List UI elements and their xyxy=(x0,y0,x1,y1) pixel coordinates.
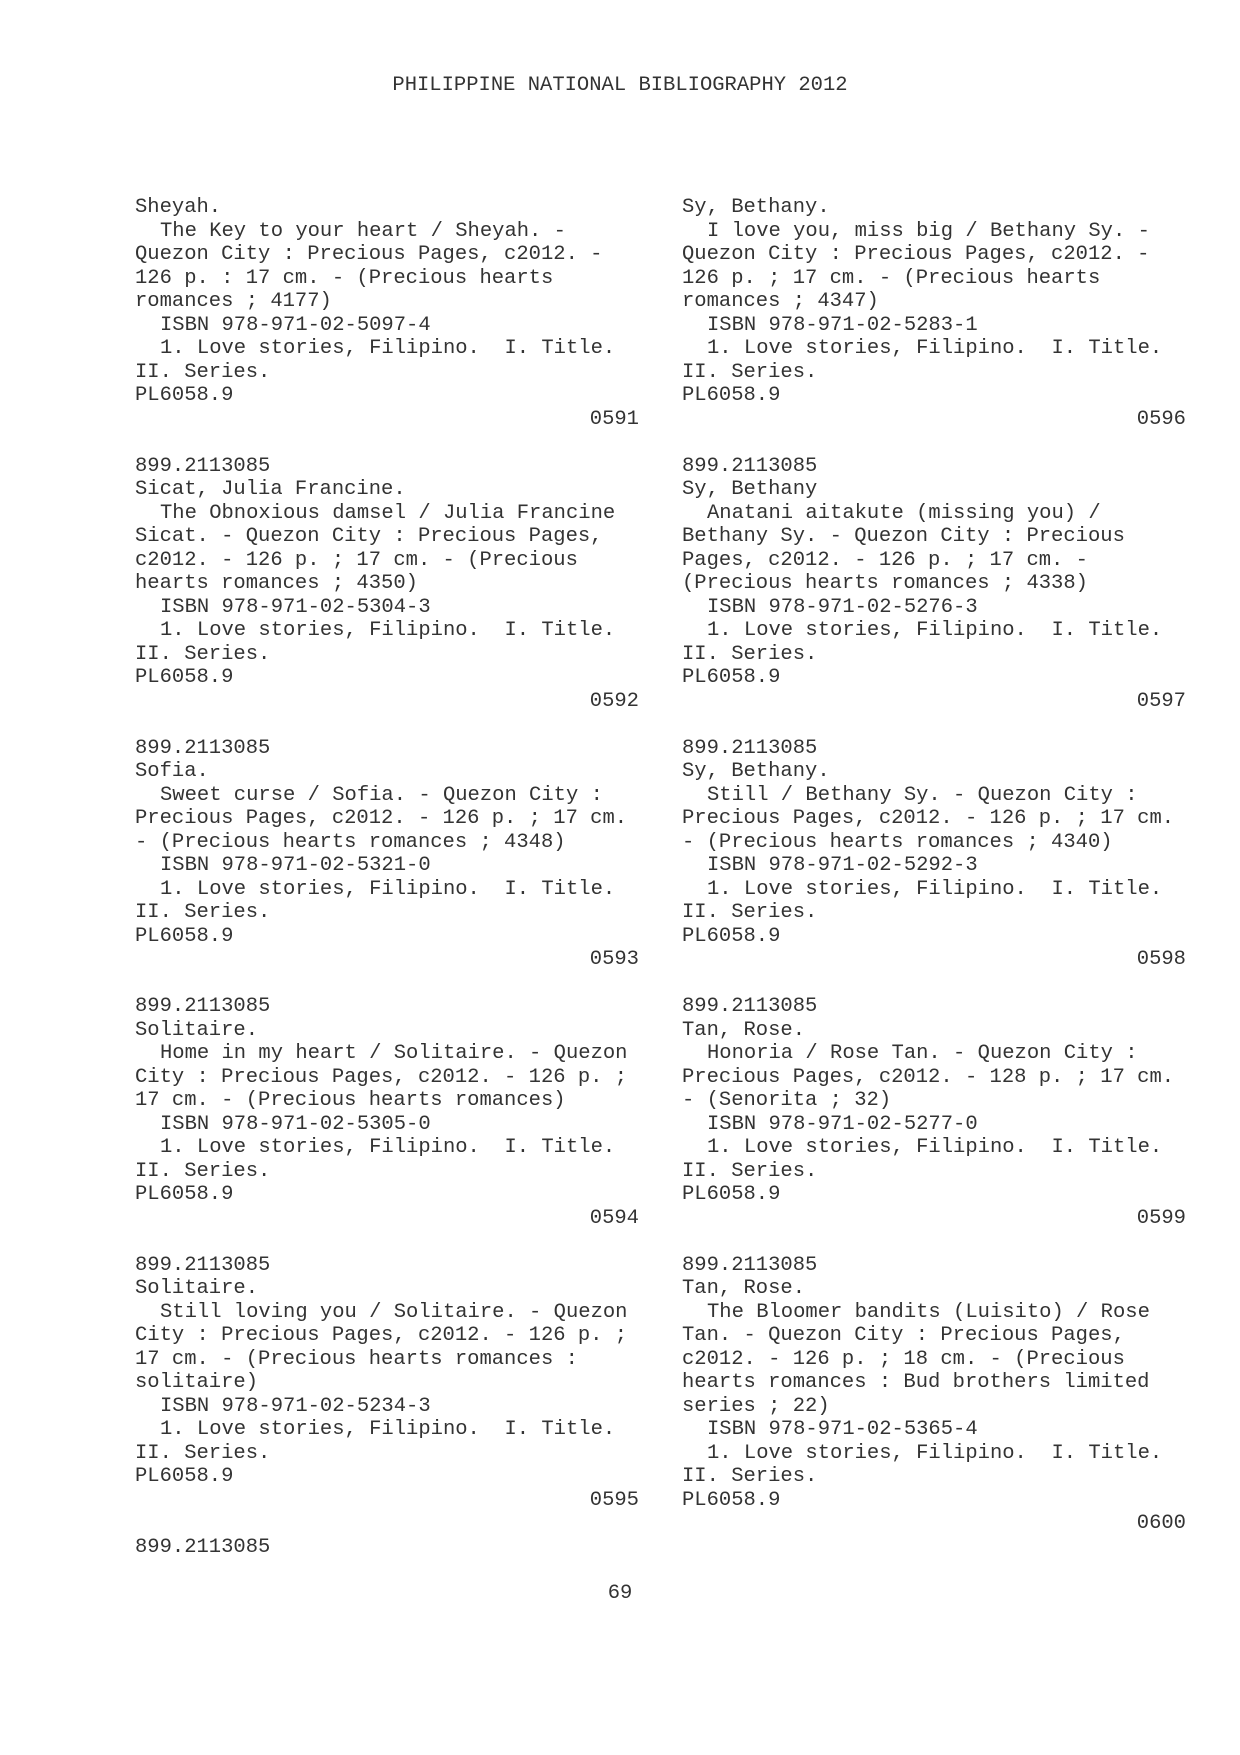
title-statement-line: Precious Pages, c2012. - 126 p. ; 17 cm. xyxy=(682,807,1175,830)
class-number: 899.2113085 xyxy=(135,1253,271,1277)
bibliography-entry xyxy=(135,455,639,737)
entry-number: 0592 xyxy=(589,689,639,713)
entry-spacer xyxy=(135,1230,639,1254)
author-heading: Sy, Bethany xyxy=(682,478,818,501)
title-statement-line: Still loving you / Solitaire. - Quezon xyxy=(160,1300,628,1324)
isbn: ISBN 978-971-02-5292-3 xyxy=(707,854,978,877)
author-heading: Sofia. xyxy=(135,760,209,783)
author-heading: Solitaire. xyxy=(135,1277,259,1300)
author-heading: Sy, Bethany. xyxy=(682,196,830,219)
title-statement-line: 17 cm. - (Precious hearts romances : xyxy=(135,1347,578,1371)
call-number: PL6058.9 xyxy=(682,384,781,407)
class-number: 899.2113085 xyxy=(682,454,818,478)
author-heading: Tan, Rose. xyxy=(682,1277,806,1300)
entry-spacer xyxy=(135,713,639,737)
title-statement-line: I love you, miss big / Bethany Sy. - xyxy=(707,219,1150,243)
call-number: PL6058.9 xyxy=(682,1183,781,1206)
title-statement-line: - (Precious hearts romances ; 4348) xyxy=(135,830,566,854)
call-number: PL6058.9 xyxy=(135,924,234,948)
subject-tracing-line: II. Series. xyxy=(682,642,818,666)
class-number: 899.2113085 xyxy=(682,995,818,1018)
title-statement-line: series ; 22) xyxy=(682,1394,830,1418)
subject-tracing-line: 1. Love stories, Filipino. I. Title. xyxy=(707,1136,1163,1159)
bibliography-entry xyxy=(135,737,639,996)
title-statement-line: Precious Pages, c2012. - 128 p. ; 17 cm. xyxy=(682,1065,1175,1089)
call-number: PL6058.9 xyxy=(682,924,781,948)
title-statement-line: romances ; 4347) xyxy=(682,290,879,313)
subject-tracing-line: 1. Love stories, Filipino. I. Title. xyxy=(160,877,616,901)
subject-tracing-line: 1. Love stories, Filipino. I. Title. xyxy=(160,1136,616,1159)
subject-tracing-line: 1. Love stories, Filipino. I. Title. xyxy=(707,877,1163,901)
subject-tracing-line: II. Series. xyxy=(682,1465,818,1488)
call-number: PL6058.9 xyxy=(135,1183,234,1206)
title-statement-line: hearts romances : Bud brothers limited xyxy=(682,1371,1150,1394)
title-statement-line: solitaire) xyxy=(135,1371,259,1394)
entry-number: 0591 xyxy=(589,407,639,431)
title-statement-line: Pages, c2012. - 126 p. ; 17 cm. - xyxy=(682,548,1088,572)
title-statement-line: Anatani aitakute (missing you) / xyxy=(707,501,1101,525)
title-statement-line: City : Precious Pages, c2012. - 126 p. ; xyxy=(135,1065,628,1089)
title-statement-line: 126 p. ; 17 cm. - (Precious hearts xyxy=(682,266,1101,290)
entry-number: 0598 xyxy=(1136,948,1186,971)
entry-spacer xyxy=(682,972,1186,996)
subject-tracing-line: II. Series. xyxy=(135,1441,271,1465)
title-statement-line: - (Precious hearts romances ; 4340) xyxy=(682,830,1113,854)
title-statement-line: Precious Pages, c2012. - 126 p. ; 17 cm. xyxy=(135,807,628,830)
entry-number: 0596 xyxy=(1136,407,1186,431)
subject-tracing-line: II. Series. xyxy=(135,642,271,666)
author-heading: Sicat, Julia Francine. xyxy=(135,478,406,501)
isbn: ISBN 978-971-02-5304-3 xyxy=(160,595,431,619)
entry-number: 0595 xyxy=(589,1488,639,1512)
subject-tracing-line: 1. Love stories, Filipino. I. Title. xyxy=(707,619,1163,642)
bibliography-entry xyxy=(682,1254,1186,1560)
title-statement-line: Quezon City : Precious Pages, c2012. - xyxy=(682,243,1150,266)
subject-tracing-line: II. Series. xyxy=(682,360,818,384)
author-heading: Sy, Bethany. xyxy=(682,760,830,783)
subject-tracing-line: 1. Love stories, Filipino. I. Title. xyxy=(160,337,616,360)
title-statement-line: 17 cm. - (Precious hearts romances) xyxy=(135,1089,566,1112)
call-number: PL6058.9 xyxy=(135,1465,234,1488)
entry-number: 0600 xyxy=(1136,1512,1186,1535)
author-heading: Sheyah. xyxy=(135,196,222,219)
class-number: 899.2113085 xyxy=(135,1535,271,1559)
title-statement-line: Sicat. - Quezon City : Precious Pages, xyxy=(135,525,603,548)
bibliography-entry xyxy=(682,737,1186,996)
title-statement-line: The Obnoxious damsel / Julia Francine xyxy=(160,501,616,525)
call-number: PL6058.9 xyxy=(135,666,234,689)
title-statement-line: Bethany Sy. - Quezon City : Precious xyxy=(682,525,1125,548)
title-statement-line: Home in my heart / Solitaire. - Quezon xyxy=(160,1042,628,1065)
entry-spacer xyxy=(135,972,639,996)
isbn: ISBN 978-971-02-5305-0 xyxy=(160,1112,431,1136)
title-statement-line: (Precious hearts romances ; 4338) xyxy=(682,572,1088,595)
isbn: ISBN 978-971-02-5097-4 xyxy=(160,313,431,337)
entry-number: 0597 xyxy=(1136,689,1186,713)
entry-spacer xyxy=(682,713,1186,737)
subject-tracing-line: II. Series. xyxy=(682,1159,818,1183)
call-number: PL6058.9 xyxy=(682,666,781,689)
class-number: 899.2113085 xyxy=(135,454,271,478)
author-heading: Tan, Rose. xyxy=(682,1018,806,1042)
entry-spacer xyxy=(682,431,1186,455)
isbn: ISBN 978-971-02-5277-0 xyxy=(707,1112,978,1136)
class-number: 899.2113085 xyxy=(682,736,818,760)
isbn: ISBN 978-971-02-5283-1 xyxy=(707,313,978,337)
author-heading: Solitaire. xyxy=(135,1018,259,1042)
subject-tracing-line: II. Series. xyxy=(135,1159,271,1183)
isbn: ISBN 978-971-02-5276-3 xyxy=(707,595,978,619)
isbn: ISBN 978-971-02-5234-3 xyxy=(160,1394,431,1418)
title-statement-line: The Bloomer bandits (Luisito) / Rose xyxy=(707,1300,1150,1324)
left-column xyxy=(135,196,639,1559)
title-statement-line: Sweet curse / Sofia. - Quezon City : xyxy=(160,783,603,807)
isbn: ISBN 978-971-02-5365-4 xyxy=(707,1418,978,1441)
call-number: PL6058.9 xyxy=(135,384,234,407)
bibliography-entry xyxy=(682,455,1186,737)
title-statement-line: Quezon City : Precious Pages, c2012. - xyxy=(135,243,603,266)
bibliography-entry xyxy=(682,995,1186,1254)
entry-spacer xyxy=(682,1536,1186,1560)
subject-tracing-line: II. Series. xyxy=(135,360,271,384)
title-statement-line: c2012. - 126 p. ; 17 cm. - (Precious xyxy=(135,548,578,572)
title-statement-line: romances ; 4177) xyxy=(135,290,332,313)
bibliography-entry xyxy=(682,196,1186,455)
entry-number: 0593 xyxy=(589,948,639,971)
subject-tracing-line: 1. Love stories, Filipino. I. Title. xyxy=(707,337,1163,360)
subject-tracing-line: II. Series. xyxy=(135,901,271,924)
title-statement-line: Honoria / Rose Tan. - Quezon City : xyxy=(707,1042,1138,1065)
title-statement-line: Tan. - Quezon City : Precious Pages, xyxy=(682,1324,1125,1347)
title-statement-line: City : Precious Pages, c2012. - 126 p. ; xyxy=(135,1324,628,1347)
page-title: PHILIPPINE NATIONAL BIBLIOGRAPHY 2012 xyxy=(392,74,848,97)
bibliography-entry xyxy=(135,196,639,455)
title-statement-line: Still / Bethany Sy. - Quezon City : xyxy=(707,783,1138,807)
entry-spacer xyxy=(135,431,639,455)
class-number: 899.2113085 xyxy=(135,736,271,760)
title-statement-line: 126 p. : 17 cm. - (Precious hearts xyxy=(135,266,554,290)
title-statement-line: The Key to your heart / Sheyah. - xyxy=(160,219,566,243)
entry-number: 0594 xyxy=(589,1206,639,1230)
subject-tracing-line: 1. Love stories, Filipino. I. Title. xyxy=(160,1418,616,1441)
title-statement-line: c2012. - 126 p. ; 18 cm. - (Precious xyxy=(682,1347,1125,1371)
entry-spacer xyxy=(682,1230,1186,1254)
subject-tracing-line: 1. Love stories, Filipino. I. Title. xyxy=(707,1441,1163,1465)
isbn: ISBN 978-971-02-5321-0 xyxy=(160,854,431,877)
bibliography-entry xyxy=(135,995,639,1254)
title-statement-line: hearts romances ; 4350) xyxy=(135,572,418,595)
page-number: 69 xyxy=(607,1582,633,1605)
title-statement-line: - (Senorita ; 32) xyxy=(682,1089,892,1112)
subject-tracing-line: 1. Love stories, Filipino. I. Title. xyxy=(160,619,616,642)
class-number: 899.2113085 xyxy=(682,1253,818,1277)
bibliography-entry xyxy=(135,1254,639,1536)
right-column xyxy=(682,196,1186,1559)
class-number: 899.2113085 xyxy=(135,995,271,1018)
subject-tracing-line: II. Series. xyxy=(682,901,818,924)
call-number: PL6058.9 xyxy=(682,1488,781,1512)
entry-number: 0599 xyxy=(1136,1206,1186,1230)
entry-spacer xyxy=(135,1512,639,1536)
